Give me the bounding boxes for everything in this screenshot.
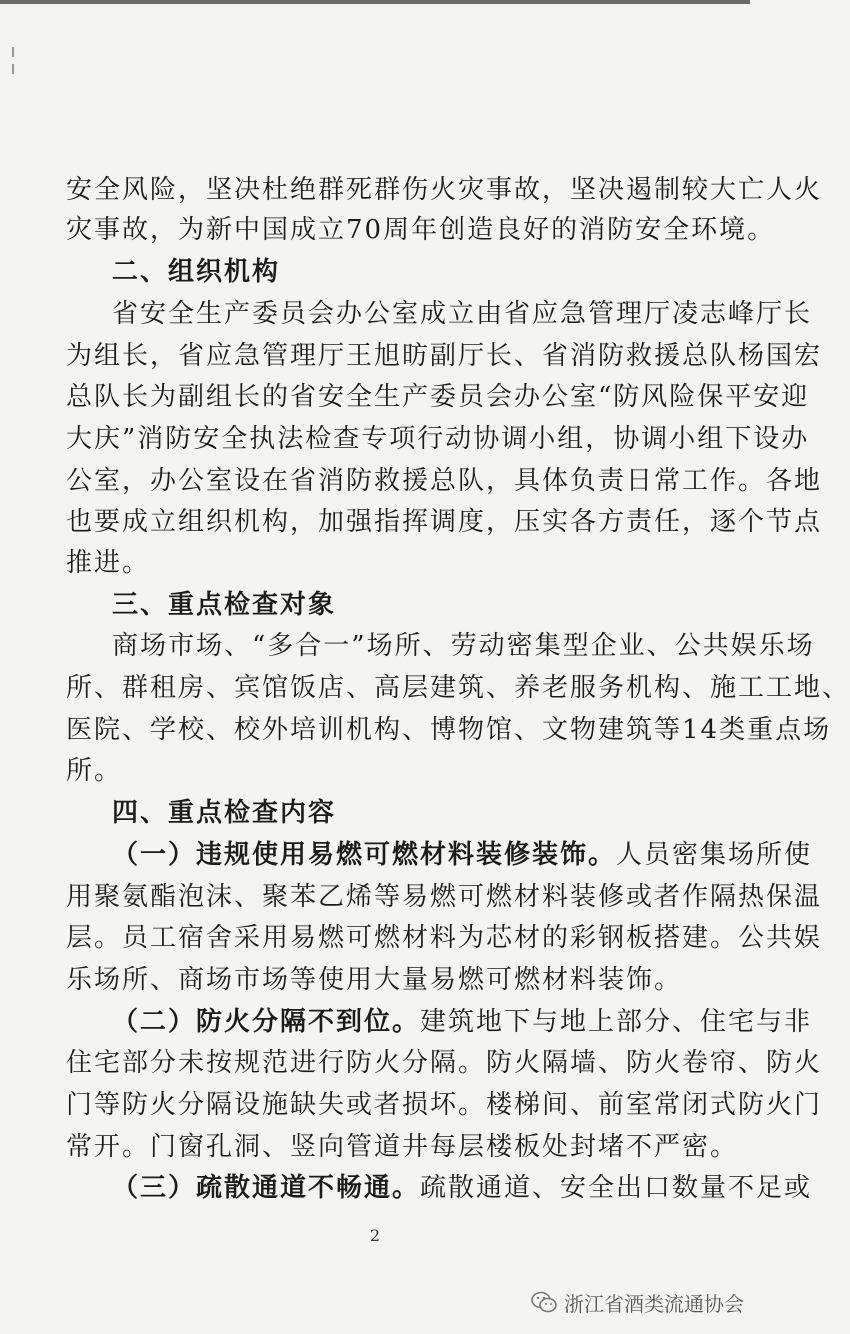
text-line: 乐场所、商场市场等使用大量易燃可燃材料装饰。 bbox=[66, 965, 683, 995]
text-line: 也要成立组织机构，加强指挥调度，压实各方责任，逐个节点 bbox=[66, 507, 823, 537]
text-line: 层。员工宿舍采用易燃可燃材料为芯材的彩钢板搭建。公共娱 bbox=[66, 923, 823, 953]
text-line: 安全风险，坚决杜绝群死群伤火灾事故，坚决遏制较大亡人火 bbox=[66, 175, 823, 205]
text-line: 所、群租房、宾馆饭店、高层建筑、养老服务机构、施工工地、 bbox=[66, 673, 850, 703]
text-line: 门等防火分隔设施缺失或者损坏。楼梯间、前室常闭式防火门 bbox=[66, 1090, 823, 1120]
subsection-title: （三）疏散通道不畅通。 bbox=[112, 1173, 421, 1203]
source-watermark bbox=[530, 1286, 744, 1318]
text-run: 疏散通道、安全出口数量不足或 bbox=[420, 1173, 813, 1203]
text-line bbox=[66, 1002, 813, 1042]
top-border bbox=[0, 0, 750, 4]
text-line: 用聚氨酯泡沫、聚苯乙烯等易燃可燃材料装修或者作隔热保温 bbox=[66, 882, 823, 912]
wechat-icon bbox=[530, 1290, 558, 1314]
text-line: 为组长，省应急管理厅王旭昉副厅长、省消防救援总队杨国宏 bbox=[66, 341, 823, 371]
page-number: 2 bbox=[369, 1226, 381, 1245]
text-line: 住宅部分未按规范进行防火分隔。防火隔墙、防火卷帘、防火 bbox=[66, 1048, 823, 1078]
text-run: 建筑地下与地上部分、住宅与非 bbox=[420, 1007, 813, 1037]
text-line: 公室，办公室设在省消防救援总队，具体负责日常工作。各地 bbox=[66, 466, 823, 496]
text-line: 医院、学校、校外培训机构、博物馆、文物建筑等14类重点场 bbox=[66, 715, 832, 745]
text-line: 商场市场、“多合一”场所、劳动密集型企业、公共娱乐场 bbox=[112, 631, 815, 661]
text-run: 人员密集场所使 bbox=[616, 840, 813, 870]
text-line: 所。 bbox=[66, 756, 123, 786]
text-line bbox=[66, 1168, 813, 1208]
text-line: 大庆”消防安全执法检查专项行动协调小组，协调小组下设办 bbox=[66, 424, 810, 454]
text-line: 省安全生产委员会办公室成立由省应急管理厅凌志峰厅长 bbox=[112, 299, 813, 329]
margin-mark bbox=[12, 64, 14, 74]
text-line: 常开。门窗孔洞、竖向管道井每层楼板处封堵不严密。 bbox=[66, 1132, 739, 1162]
subsection-title: （一）违规使用易燃可燃材料装修装饰。 bbox=[112, 840, 617, 870]
text-line: 推进。 bbox=[66, 548, 151, 578]
section-heading: 四、重点检查内容 bbox=[112, 798, 337, 828]
text-line: 总队长为副组长的省安全生产委员会办公室“防风险保平安迎 bbox=[66, 382, 810, 412]
margin-mark bbox=[12, 47, 14, 57]
section-heading: 二、组织机构 bbox=[112, 257, 281, 287]
text-line: 灾事故，为新中国成立70周年创造良好的消防安全环境。 bbox=[66, 215, 776, 245]
subsection-title: （二）防火分隔不到位。 bbox=[112, 1007, 421, 1037]
text-line bbox=[66, 835, 813, 875]
section-heading: 三、重点检查对象 bbox=[112, 590, 337, 620]
watermark-text: 浙江省酒类流通协会 bbox=[564, 1291, 744, 1316]
